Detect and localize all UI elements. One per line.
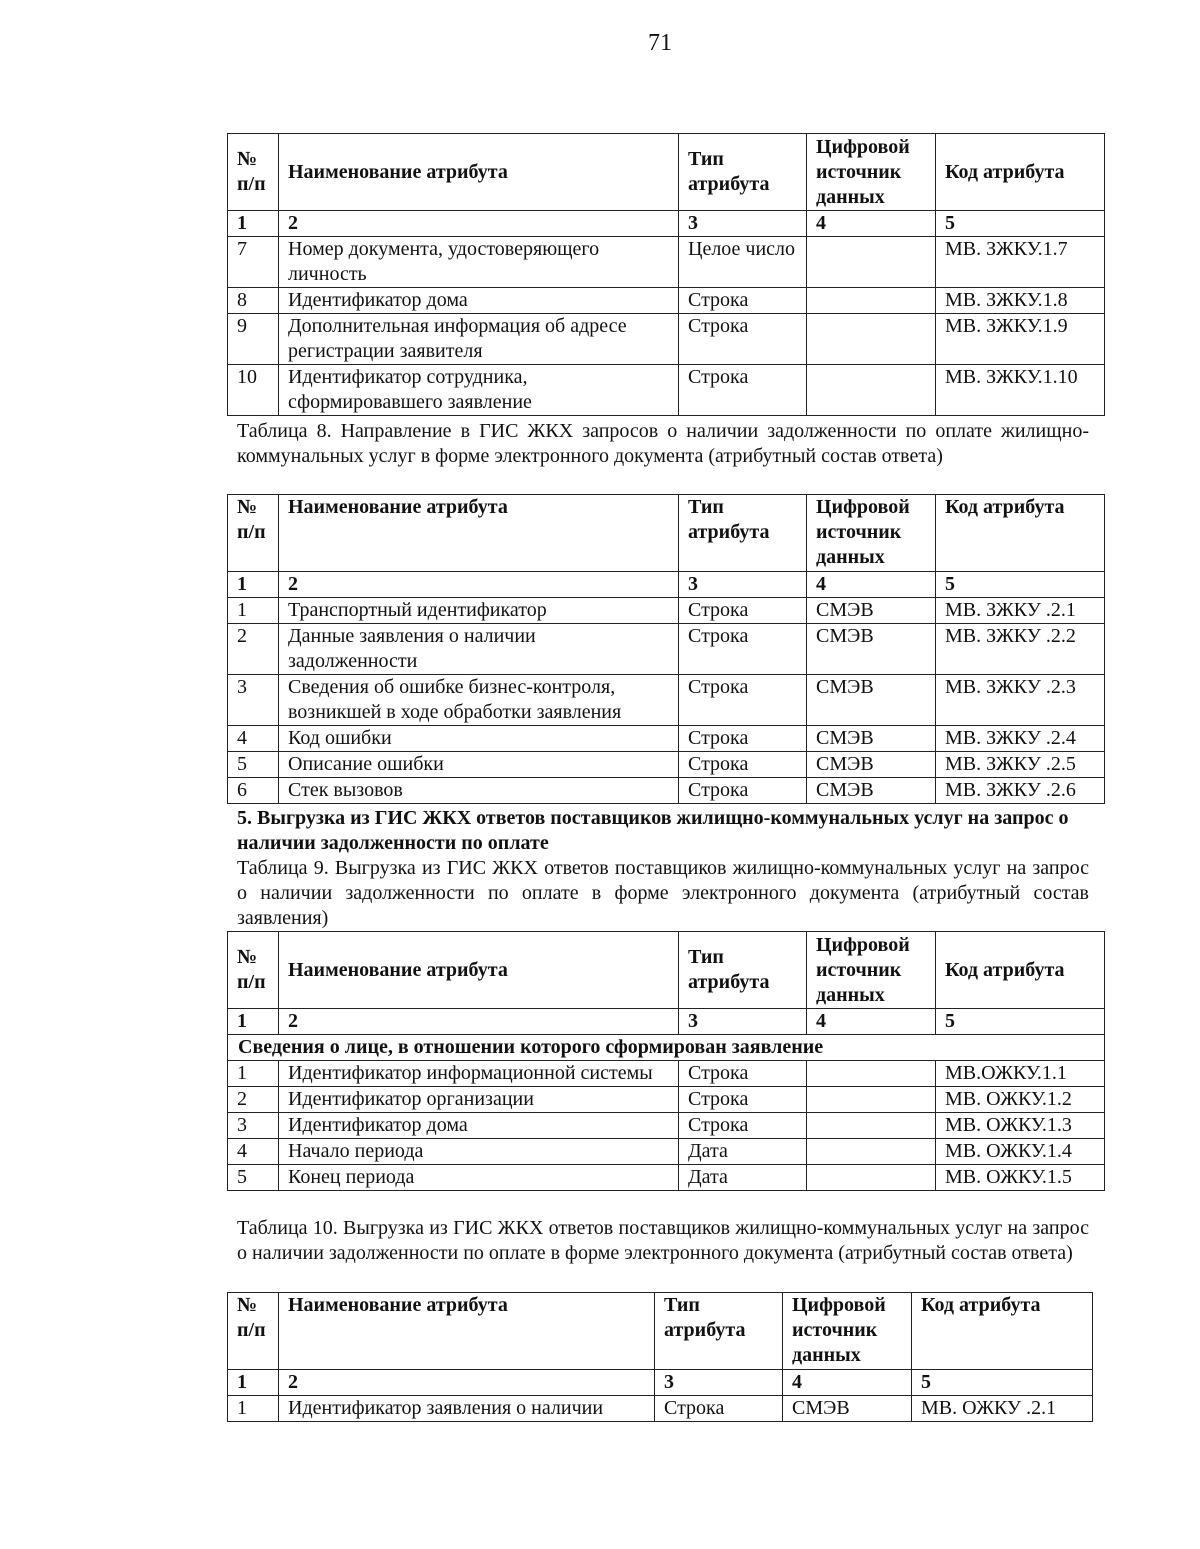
row-num: 2 <box>228 1087 279 1113</box>
row-num: 5 <box>228 1165 279 1191</box>
header-code: Код атрибута <box>912 1293 1093 1370</box>
row-type: Строка <box>679 1113 807 1139</box>
table8 <box>227 494 1105 804</box>
row-num: 3 <box>228 675 279 726</box>
header-code: Код атрибута <box>936 495 1105 572</box>
col-number: 3 <box>679 211 807 237</box>
row-source: СМЭВ <box>783 1396 912 1422</box>
header-row <box>228 134 1105 211</box>
table-row <box>228 1396 1093 1422</box>
row-num: 3 <box>228 1113 279 1139</box>
header-num: № п/п <box>228 134 279 211</box>
header-type: Тип атрибута <box>679 134 807 211</box>
row-code: МВ. ЗЖКУ.1.9 <box>936 314 1105 365</box>
header-num: № п/п <box>228 1293 279 1370</box>
table10-caption: Таблица 10. Выгрузка из ГИС ЖКХ ответов поставщиков жилищно-коммунальных услуг на запрос о наличии задолженности по оплате в форме электронного документа (атрибутный состав ответа) <box>237 1217 1089 1264</box>
row-name: Транспортный идентификатор <box>279 598 679 624</box>
row-code: МВ. ЗЖКУ.1.10 <box>936 365 1105 416</box>
row-name: Начало периода <box>279 1139 679 1165</box>
col-number: 5 <box>936 211 1105 237</box>
table-row <box>228 365 1105 416</box>
row-type: Дата <box>679 1165 807 1191</box>
column-number-row <box>228 572 1105 598</box>
row-num: 4 <box>228 726 279 752</box>
row-source <box>807 1165 936 1191</box>
section-row <box>228 1035 1105 1061</box>
row-type: Строка <box>679 288 807 314</box>
row-source <box>807 314 936 365</box>
col-number: 1 <box>228 1009 279 1035</box>
row-name: Идентификатор дома <box>279 1113 679 1139</box>
col-number: 4 <box>807 211 936 237</box>
table10 <box>227 1292 1093 1422</box>
table8-wrapper <box>227 494 1105 804</box>
table-continuation-wrapper <box>227 133 1105 416</box>
row-type: Строка <box>679 675 807 726</box>
table-row <box>228 1087 1105 1113</box>
header-type: Тип атрибута <box>655 1293 783 1370</box>
row-type: Целое число <box>679 237 807 288</box>
row-name: Описание ошибки <box>279 752 679 778</box>
header-name: Наименование атрибута <box>279 932 679 1009</box>
section-row-label: Сведения о лице, в отношении которого сформирован заявление <box>228 1035 1105 1061</box>
table10-wrapper <box>227 1292 1093 1422</box>
row-name: Код ошибки <box>279 726 679 752</box>
row-name: Конец периода <box>279 1165 679 1191</box>
col-number: 1 <box>228 572 279 598</box>
header-row <box>228 932 1105 1009</box>
table9-wrapper <box>227 931 1105 1191</box>
row-source: СМЭВ <box>807 675 936 726</box>
row-name: Дополнительная информация об адресе регистрации заявителя <box>279 314 679 365</box>
row-type: Строка <box>679 314 807 365</box>
table-row <box>228 624 1105 675</box>
header-source: Цифровой источник данных <box>807 134 936 211</box>
row-num: 10 <box>228 365 279 416</box>
header-name: Наименование атрибута <box>279 495 679 572</box>
col-number: 2 <box>279 1009 679 1035</box>
row-source <box>807 1061 936 1087</box>
col-number: 5 <box>936 572 1105 598</box>
row-code: МВ. ЗЖКУ .2.4 <box>936 726 1105 752</box>
row-name: Идентификатор дома <box>279 288 679 314</box>
row-type: Строка <box>679 778 807 804</box>
table9 <box>227 931 1105 1191</box>
row-name: Сведения об ошибке бизнес-контроля, возникшей в ходе обработки заявления <box>279 675 679 726</box>
row-code: МВ. ОЖКУ .2.1 <box>912 1396 1093 1422</box>
col-number: 3 <box>679 572 807 598</box>
col-number: 2 <box>279 572 679 598</box>
row-source: СМЭВ <box>807 598 936 624</box>
row-code: МВ. ЗЖКУ .2.3 <box>936 675 1105 726</box>
row-type: Строка <box>679 365 807 416</box>
table9-caption: Таблица 9. Выгрузка из ГИС ЖКХ ответов поставщиков жилищно-коммунальных услуг на запрос о наличии задолженности по оплате в форме электронного документа (атрибутный состав заявления) <box>237 857 1089 929</box>
row-code: МВ. ЗЖКУ .2.2 <box>936 624 1105 675</box>
table-row <box>228 1165 1105 1191</box>
column-number-row <box>228 1370 1093 1396</box>
row-code: МВ. ЗЖКУ .2.5 <box>936 752 1105 778</box>
col-number: 3 <box>655 1370 783 1396</box>
row-code: МВ. ОЖКУ.1.3 <box>936 1113 1105 1139</box>
row-source: СМЭВ <box>807 778 936 804</box>
header-row <box>228 1293 1093 1370</box>
row-source: СМЭВ <box>807 726 936 752</box>
table-row <box>228 314 1105 365</box>
row-name: Идентификатор сотрудника, сформировавшего заявление <box>279 365 679 416</box>
table-row <box>228 1061 1105 1087</box>
row-source <box>807 1087 936 1113</box>
col-number: 4 <box>807 572 936 598</box>
row-num: 1 <box>228 1061 279 1087</box>
header-source: Цифровой источник данных <box>807 932 936 1009</box>
header-source: Цифровой источник данных <box>807 495 936 572</box>
col-number: 5 <box>936 1009 1105 1035</box>
header-type: Тип атрибута <box>679 495 807 572</box>
row-source <box>807 237 936 288</box>
table-row <box>228 726 1105 752</box>
row-name: Стек вызовов <box>279 778 679 804</box>
row-type: Строка <box>679 726 807 752</box>
header-name: Наименование атрибута <box>279 1293 655 1370</box>
row-num: 6 <box>228 778 279 804</box>
header-name: Наименование атрибута <box>279 134 679 211</box>
row-code: МВ. ЗЖКУ .2.1 <box>936 598 1105 624</box>
col-number: 5 <box>912 1370 1093 1396</box>
table-row <box>228 237 1105 288</box>
row-type: Строка <box>679 1061 807 1087</box>
table-continuation <box>227 133 1105 416</box>
section-heading: 5. Выгрузка из ГИС ЖКХ ответов поставщиков жилищно-коммунальных услуг на запрос о наличии задолженности по оплате <box>237 807 1069 854</box>
col-number: 1 <box>228 1370 279 1396</box>
row-num: 9 <box>228 314 279 365</box>
header-row <box>228 495 1105 572</box>
table8-caption: Таблица 8. Направление в ГИС ЖКХ запросов о наличии задолженности по оплате жилищно-коммунальных услуг в форме электронного документа (атрибутный состав ответа) <box>237 420 1089 467</box>
row-name: Идентификатор информационной системы <box>279 1061 679 1087</box>
row-code: МВ. ОЖКУ.1.5 <box>936 1165 1105 1191</box>
row-code: МВ. ОЖКУ.1.4 <box>936 1139 1105 1165</box>
header-num: № п/п <box>228 495 279 572</box>
col-number: 4 <box>807 1009 936 1035</box>
header-code: Код атрибута <box>936 932 1105 1009</box>
table-row <box>228 752 1105 778</box>
col-number: 4 <box>783 1370 912 1396</box>
column-number-row <box>228 1009 1105 1035</box>
table-row <box>228 1113 1105 1139</box>
row-type: Строка <box>679 1087 807 1113</box>
row-num: 2 <box>228 624 279 675</box>
table-row <box>228 675 1105 726</box>
row-code: МВ. ЗЖКУ .2.6 <box>936 778 1105 804</box>
column-number-row <box>228 211 1105 237</box>
row-code: МВ. ОЖКУ.1.2 <box>936 1087 1105 1113</box>
row-num: 4 <box>228 1139 279 1165</box>
row-code: МВ. ЗЖКУ.1.7 <box>936 237 1105 288</box>
row-name: Идентификатор заявления о наличии <box>279 1396 655 1422</box>
col-number: 3 <box>679 1009 807 1035</box>
table-row <box>228 1139 1105 1165</box>
header-type: Тип атрибута <box>679 932 807 1009</box>
table-row <box>228 598 1105 624</box>
col-number: 1 <box>228 211 279 237</box>
row-num: 1 <box>228 598 279 624</box>
row-source <box>807 1113 936 1139</box>
row-code: МВ. ЗЖКУ.1.8 <box>936 288 1105 314</box>
row-name: Данные заявления о наличии задолженности <box>279 624 679 675</box>
table-row <box>228 778 1105 804</box>
row-source <box>807 365 936 416</box>
header-source: Цифровой источник данных <box>783 1293 912 1370</box>
row-name: Номер документа, удостоверяющего личность <box>279 237 679 288</box>
row-num: 8 <box>228 288 279 314</box>
header-num: № п/п <box>228 932 279 1009</box>
row-num: 7 <box>228 237 279 288</box>
row-type: Дата <box>679 1139 807 1165</box>
page-number: 71 <box>648 30 672 56</box>
row-source: СМЭВ <box>807 624 936 675</box>
row-type: Строка <box>679 598 807 624</box>
row-type: Строка <box>679 624 807 675</box>
col-number: 2 <box>279 1370 655 1396</box>
row-source <box>807 288 936 314</box>
row-code: МВ.ОЖКУ.1.1 <box>936 1061 1105 1087</box>
col-number: 2 <box>279 211 679 237</box>
header-code: Код атрибута <box>936 134 1105 211</box>
row-source: СМЭВ <box>807 752 936 778</box>
row-num: 1 <box>228 1396 279 1422</box>
row-type: Строка <box>655 1396 783 1422</box>
row-type: Строка <box>679 752 807 778</box>
row-num: 5 <box>228 752 279 778</box>
row-source <box>807 1139 936 1165</box>
row-name: Идентификатор организации <box>279 1087 679 1113</box>
table-row <box>228 288 1105 314</box>
